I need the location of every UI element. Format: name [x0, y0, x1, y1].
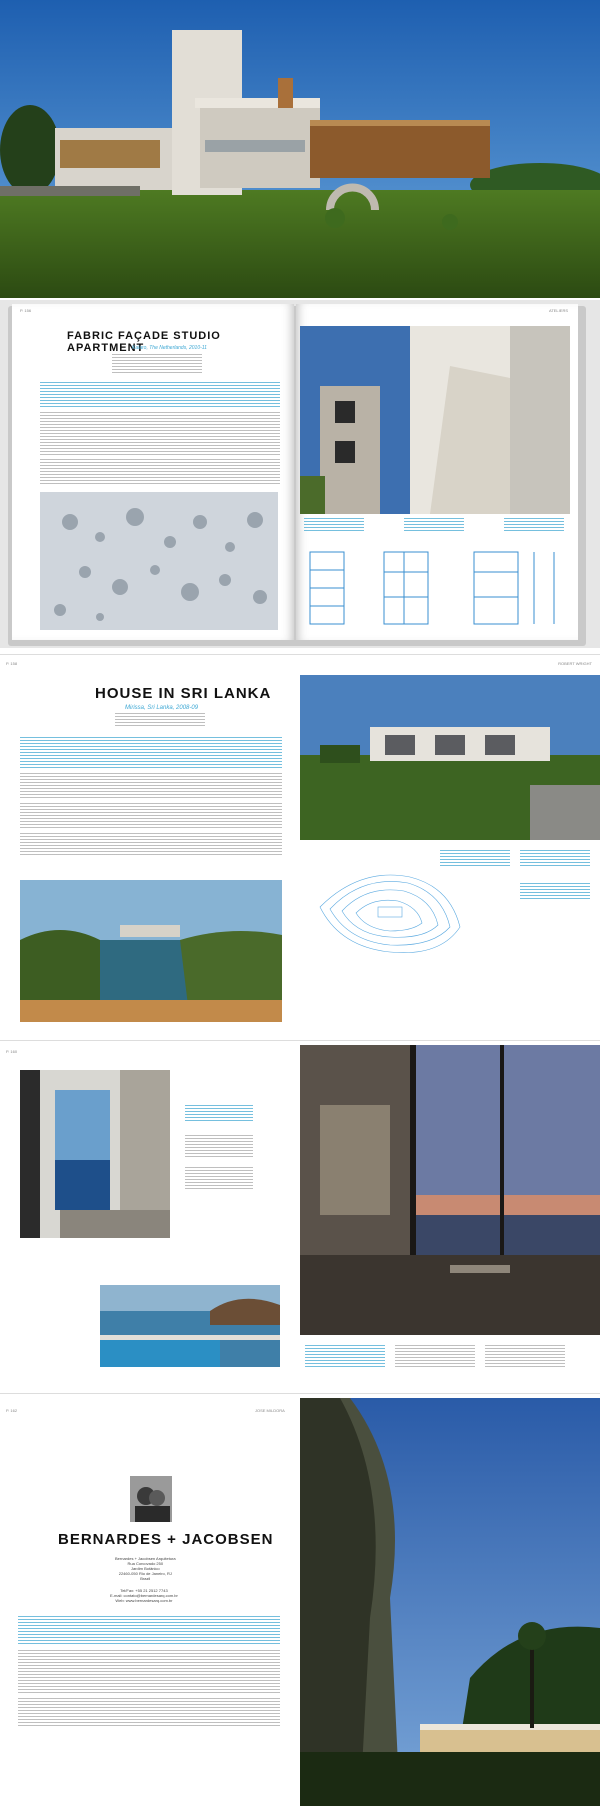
page-number: P. 156	[20, 308, 32, 313]
hero-photo	[0, 0, 600, 298]
caption-6	[485, 1345, 565, 1369]
caption-4	[305, 1345, 385, 1369]
caption-2	[404, 518, 464, 532]
building-photo	[300, 326, 570, 514]
caption-5	[395, 1345, 475, 1369]
page-subtitle: Kalaro, The Netherlands, 2010-11	[132, 345, 207, 351]
caption-3	[504, 518, 564, 532]
caption-1	[440, 850, 510, 868]
caption-2	[520, 850, 590, 868]
spread-brazil-interior	[0, 1045, 600, 1394]
page-left	[12, 304, 294, 640]
page-title: FABRIC FAÇADE STUDIO APARTMENT	[67, 330, 221, 354]
caption-3	[520, 883, 590, 901]
architects-portrait	[130, 1476, 172, 1522]
page-section: JOSE MILDORA	[255, 1408, 285, 1413]
section-drawings	[304, 542, 570, 632]
page-title: HOUSE IN SRI LANKA	[95, 685, 272, 702]
caption-3	[185, 1167, 253, 1189]
studio-contact: Tel/Fax: +55 21 2512 7743 E-mail: contato@bernardesarq.com.br Web: www.bernardesarq.com.br	[110, 1588, 178, 1603]
page-right	[296, 304, 578, 640]
intro-text	[18, 1616, 280, 1646]
studio-name: BERNARDES + JACOBSEN	[58, 1531, 274, 1548]
dusk-house-photo	[300, 1398, 600, 1806]
living-room-photo	[300, 1045, 600, 1335]
body-text	[20, 773, 282, 799]
body-text-2	[40, 459, 280, 485]
page-number: P. 162	[6, 1408, 18, 1413]
studio-address: Bernardes + Jacobsen Arquitetura Rua Corcovado 250 Jardim Botânico 22460-050 Rio de Janeiro, RJ Brazil	[115, 1556, 176, 1581]
spread-sri-lanka	[0, 654, 600, 1041]
hero-photo-art	[0, 0, 600, 298]
spread-bernardes-jacobsen	[0, 1398, 600, 1806]
caption-2	[185, 1135, 253, 1157]
page-number: P. 160	[6, 1049, 18, 1054]
window-photo	[20, 1070, 170, 1238]
body-text	[40, 412, 280, 456]
body-text-3	[20, 833, 282, 855]
caption-1	[185, 1105, 253, 1123]
house-photo	[300, 675, 600, 840]
page-subtitle: Mirissa, Sri Lanka, 2008-09	[125, 705, 199, 711]
intro-text	[40, 382, 280, 408]
facade-photo	[40, 492, 278, 630]
page-number: P. 158	[6, 661, 18, 666]
spread-fabric-facade	[0, 300, 600, 648]
pool-photo	[100, 1285, 280, 1367]
project-meta	[115, 713, 205, 728]
page-section: ATELIERS	[548, 308, 568, 313]
coast-photo	[20, 880, 282, 1022]
caption-1	[304, 518, 364, 532]
project-meta	[112, 354, 202, 374]
page-section: ROBERT WRIGHT	[558, 661, 592, 666]
body-text-2	[20, 803, 282, 829]
intro-text	[20, 737, 282, 769]
bio-text-2	[18, 1698, 280, 1728]
bio-text	[18, 1650, 280, 1694]
